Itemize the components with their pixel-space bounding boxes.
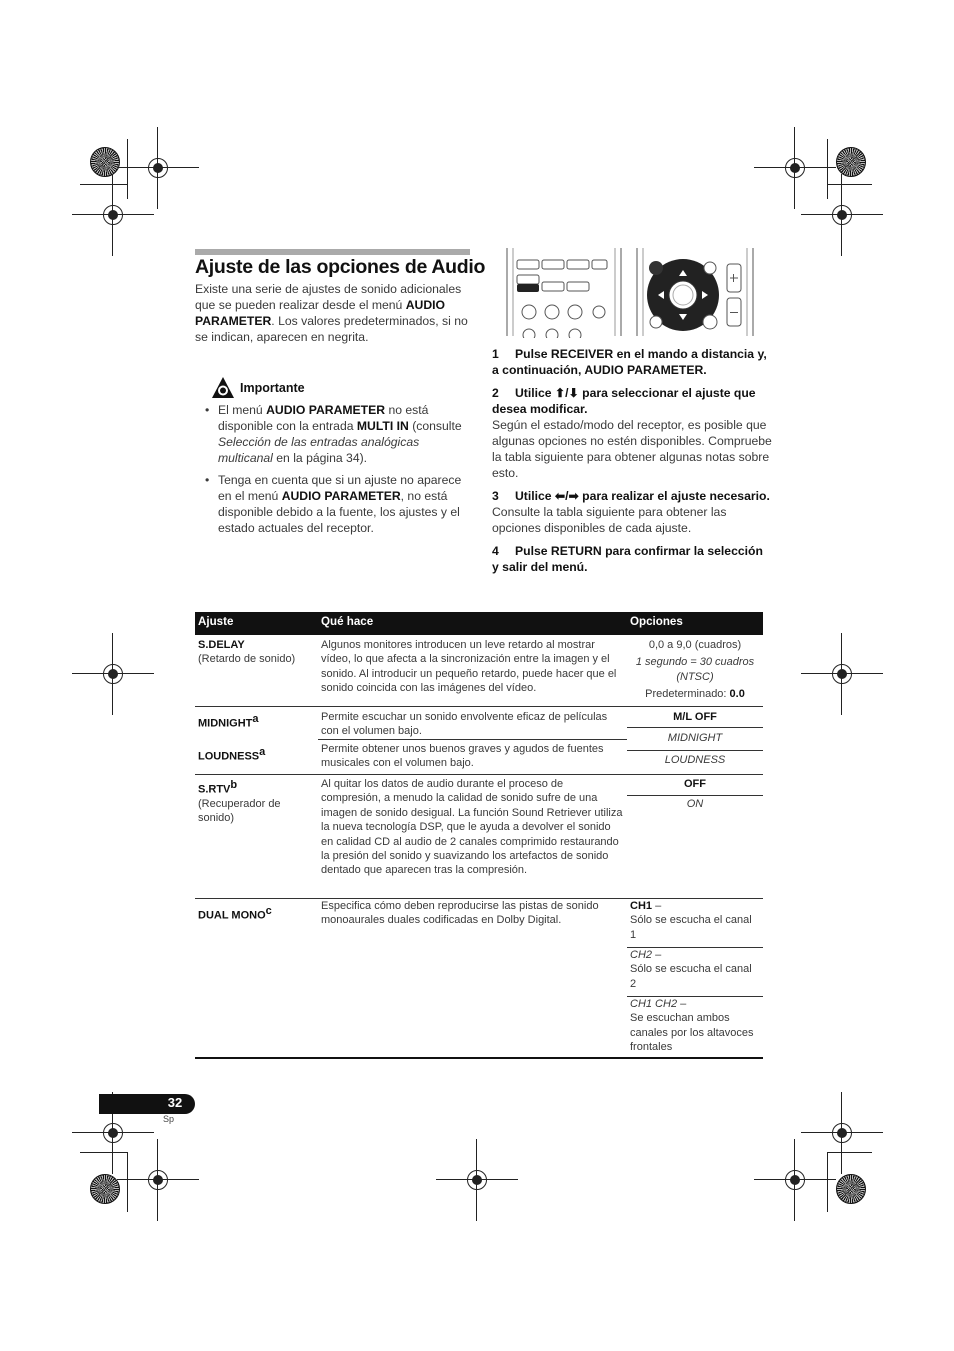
option-text: M/L OFF: [673, 711, 717, 723]
step-number: 4: [492, 544, 499, 558]
option-text: MIDNIGHT: [667, 732, 723, 744]
option-text: Se escuchan ambos canales por los altavoces frontales: [630, 1012, 754, 1054]
intro-text: Existe una serie de ajustes de sonido adicionales que se pueden realizar desde el menú: [195, 282, 462, 312]
option-dash: –: [652, 900, 662, 912]
option-dash: –: [677, 998, 687, 1010]
setting-name: MIDNIGHT: [198, 717, 253, 730]
footnote-marker: a: [259, 746, 266, 758]
step-body: Consulte la tabla siguiente para obtener las opciones disponibles de cada ajuste.: [492, 505, 727, 535]
bullet-text: , no está disponible debido a la fuente, los ajustes y el estado actuales del receptor.: [218, 489, 460, 535]
setting-description: Al quitar los datos de audio durante el proceso de compresión, a menudo la calidad de sonido sufre de una imagen de sonido desigual. La función Sound Retriever utiliza la nueva tecnología DSP, que le ayuda a devolver el sonido en calidad CD al audio de 2 canales comprimido restaurando la presión del sonido y suavizando los artefactos de sonido dentado que aparecen tras la compresión.: [321, 778, 623, 877]
intro-bold: AUDIO PARAMETER: [195, 298, 445, 328]
crosshair-icon: [100, 661, 126, 687]
option-label: CH2: [630, 949, 653, 961]
step-2: [492, 385, 772, 481]
option-label: CH1: [630, 900, 653, 912]
table-header: [195, 612, 763, 635]
step-heading-text: Utilice: [515, 489, 555, 503]
step-4: [492, 543, 772, 575]
setting-description: Permite obtener unos buenos graves y agudos de fuentes musicales con el volumen bajo.: [321, 743, 604, 770]
setting-name: S.DELAY: [198, 639, 245, 651]
column-header: Ajuste: [198, 615, 234, 628]
option-text: 1 segundo = 30 cuadros (NTSC): [635, 656, 755, 683]
setting-cell: [198, 745, 316, 764]
step-heading-text: para seleccionar el ajuste que desea modificar.: [492, 386, 756, 416]
step-body: Según el estado/modo del receptor, es posible que algunas opciones no estén disponibles. Compruebe la tabla siguiente para obtener algunas notas sobre esto.: [492, 418, 772, 480]
option-text: LOUDNESS: [664, 754, 726, 766]
step-heading: [492, 488, 772, 504]
option-text: OFF: [684, 778, 706, 790]
registration-star-icon: [90, 1174, 120, 1204]
footnote-marker: a: [252, 713, 259, 725]
setting-cell: [198, 712, 316, 731]
crosshair-icon: [829, 1120, 855, 1146]
bullet-bold: AUDIO PARAMETER: [281, 489, 401, 503]
setting-cell: [198, 904, 316, 923]
crosshair-icon: [145, 155, 171, 181]
crosshair-icon: [100, 1120, 126, 1146]
table-row: [195, 899, 763, 1059]
setting-name: DUAL MONO: [198, 909, 266, 922]
bullet-italic: Selección de las entradas analógicas multicanal: [218, 435, 420, 465]
option-label: CH1 CH2: [630, 998, 678, 1010]
footnote-marker: b: [230, 779, 238, 791]
step-heading-text: Utilice: [515, 386, 555, 400]
step-1: [492, 346, 772, 378]
option-item: [627, 948, 760, 991]
registration-star-icon: [836, 147, 866, 177]
option-default: [627, 687, 763, 701]
bullet-text: (consulte: [408, 419, 462, 433]
intro-paragraph: [195, 281, 470, 345]
bullet-text: no está disponible con la entrada: [218, 403, 429, 433]
crosshair-icon: [464, 1167, 490, 1193]
setting-name: LOUDNESS: [198, 750, 260, 763]
list-item: [205, 402, 475, 466]
option-item: [627, 997, 760, 1055]
option-text: ON: [686, 798, 704, 810]
crosshair-icon: [782, 1167, 808, 1193]
step-heading-text: para realizar el ajuste necesario.: [578, 489, 770, 503]
setting-cell: [198, 778, 316, 826]
step-heading: [492, 543, 772, 575]
option-default-value: 0.0: [729, 688, 745, 701]
crosshair-icon: [100, 202, 126, 228]
step-number: 3: [492, 489, 499, 503]
setting-cell: [198, 638, 316, 667]
option-text: 0,0 a 9,0 (cuadros): [648, 639, 742, 651]
setting-name: S.RTV: [198, 783, 231, 796]
setting-subtitle: (Recuperador de sonido): [198, 798, 281, 825]
setting-description: Permite escuchar un sonido envolvente eficaz de películas con el volumen bajo.: [321, 711, 608, 738]
option-text: Sólo se escucha el canal 1: [630, 914, 752, 941]
footnote-marker: c: [265, 905, 272, 917]
table-row: [195, 775, 763, 899]
important-bullets: [205, 402, 475, 542]
remote-control-illustration: [505, 246, 757, 338]
bullet-bold: MULTI IN: [356, 419, 409, 433]
bullet-text: El menú: [218, 403, 267, 417]
step-3: [492, 488, 772, 536]
table-row: [195, 635, 763, 707]
important-warning-icon: [211, 376, 235, 400]
option-text: Sólo se escucha el canal 2: [630, 963, 752, 990]
step-heading-text: Pulse RETURN para confirmar la selección y salir del menú.: [492, 544, 763, 574]
step-number: 2: [492, 386, 499, 400]
crosshair-icon: [782, 155, 808, 181]
page-number: 32: [167, 1095, 183, 1110]
column-header: Qué hace: [321, 615, 374, 628]
crosshair-icon: [145, 1167, 171, 1193]
setting-description: Algunos monitores introducen un leve retardo al mostrar vídeo, lo que afecta a la sincronización entre la imagen y el sonido. Al introducir un pequeño retardo, puede hacer que el sonido coincida con las imágenes del vídeo.: [321, 639, 617, 695]
bullet-text: en la página 34).: [272, 451, 368, 465]
crosshair-icon: [829, 202, 855, 228]
bullet-text: Tenga en cuenta que si un ajuste no aparece en el menú: [218, 473, 462, 503]
registration-star-icon: [836, 1174, 866, 1204]
page-title: Ajuste de las opciones de Audio: [195, 256, 486, 278]
step-heading-text: Pulse RECEIVER en el mando a distancia y, a continuación, AUDIO PARAMETER.: [492, 347, 767, 377]
option-dash: –: [652, 949, 662, 961]
option-item: [627, 899, 760, 942]
crosshair-icon: [829, 661, 855, 687]
step-heading: [492, 346, 772, 378]
list-item: [205, 472, 475, 536]
options-cell: [627, 638, 763, 702]
setting-subtitle: (Retardo de sonido): [198, 653, 296, 666]
up-down-arrow-icon: ⬆/⬇: [554, 386, 579, 400]
instruction-steps: [492, 346, 772, 582]
title-rule: [195, 249, 470, 255]
setting-description: Especifica cómo deben reproducirse las pistas de sonido monoaurales duales codificadas en Dolby Digital.: [321, 900, 599, 927]
important-heading: Importante: [240, 381, 305, 395]
audio-options-table: [195, 612, 763, 1059]
step-heading: [492, 385, 772, 417]
column-header: Opciones: [630, 615, 683, 628]
bullet-bold: AUDIO PARAMETER: [266, 403, 386, 417]
table-row: [195, 707, 763, 775]
option-text: Predeterminado:: [645, 688, 730, 701]
registration-star-icon: [90, 147, 120, 177]
step-number: 1: [492, 347, 499, 361]
left-right-arrow-icon: ⬅/➡: [554, 489, 579, 503]
intro-text: . Los valores predeterminados, si no se indican, aparecen en negrita.: [195, 314, 468, 344]
page-language: Sp: [163, 1114, 175, 1124]
